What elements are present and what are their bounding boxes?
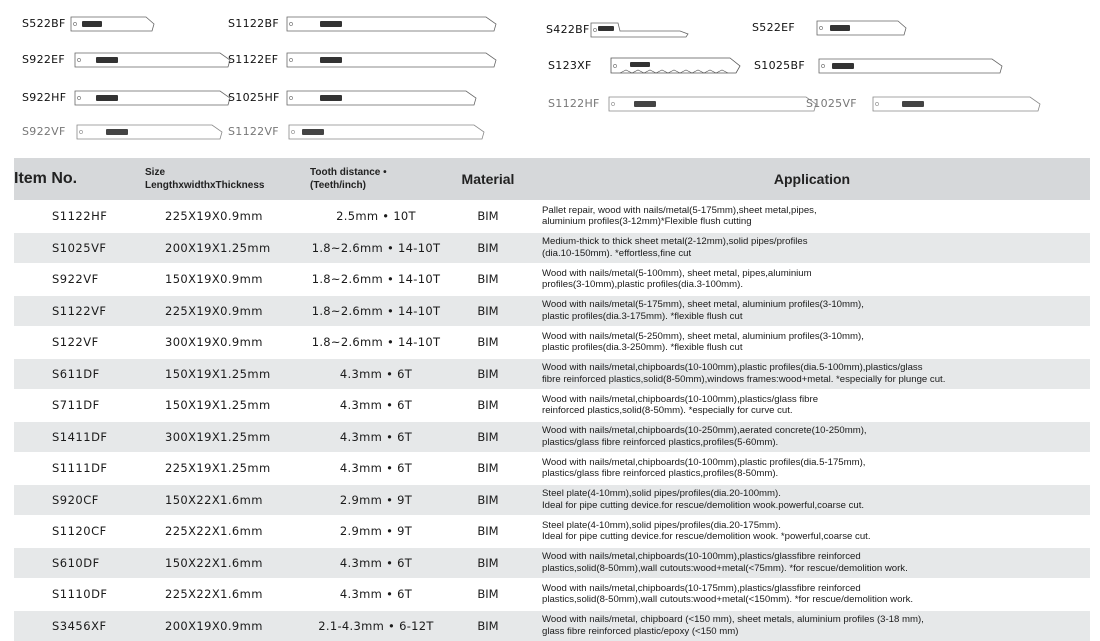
cell-tooth: 2.9mm • 9T [310, 484, 442, 516]
application-line: Ideal for pipe cutting device.for rescue/demolition wook.powerful,coarse cut. [542, 499, 865, 511]
application-line: Medium-thick to thick sheet metal(2-12mm),solid pipes/profiles [542, 236, 808, 248]
cell-application [534, 232, 1090, 264]
blade-icon [872, 94, 1044, 114]
cell-item-no: S1120CF [14, 516, 145, 548]
application-line: Wood with nails/metal(5-175mm), sheet metal, aluminium profiles(3-10mm), [542, 299, 864, 311]
blade-icon [286, 14, 500, 34]
cell-item-no: S1025VF [14, 232, 145, 264]
cell-material: BIM [442, 358, 534, 390]
cell-size: 225X19X0.9mm [145, 295, 310, 327]
application-line: plastic profiles(dia.3-250mm). *flexible flush cut [542, 342, 743, 354]
cell-application [534, 421, 1090, 453]
blade-icon [608, 94, 820, 114]
cell-application [534, 453, 1090, 485]
table-row [14, 295, 1090, 327]
cell-material: BIM [442, 421, 534, 453]
application-line: aluminium profiles(3-12mm)*Flexible flush cutting [542, 216, 752, 228]
table-row [14, 421, 1090, 453]
blade-code: S922VF [22, 125, 66, 138]
table-row [14, 327, 1090, 359]
blade-icon [76, 122, 226, 142]
blade-code: S1025VF [806, 97, 857, 110]
application-line: Wood with nails/metal(5-100mm), sheet metal, pipes,aluminium [542, 267, 812, 279]
cell-item-no: S1411DF [14, 421, 145, 453]
cell-application [534, 201, 1090, 233]
cell-size: 300X19X1.25mm [145, 421, 310, 453]
application-line: Wood with nails/metal,chipboards(10-100mm),plastics/glass fibre [542, 393, 819, 405]
cell-item-no: S3456XF [14, 610, 145, 641]
cell-material: BIM [442, 327, 534, 359]
application-line: plastics/glass fibre reinforced plastics,profiles(5-60mm). [542, 436, 779, 448]
blade-icon [286, 88, 480, 108]
cell-material: BIM [442, 610, 534, 641]
application-line: Steel plate(4-10mm),solid pipes/profiles(dia.20-100mm). [542, 488, 781, 500]
table-row [14, 232, 1090, 264]
cell-application [534, 547, 1090, 579]
application-line: plastics,solid(8-50mm),wall cutouts:wood+metal(<150mm). *for rescue/demolition work. [542, 594, 914, 606]
cell-item-no: S122VF [14, 327, 145, 359]
cell-material: BIM [442, 264, 534, 296]
cell-size: 150X19X0.9mm [145, 264, 310, 296]
blade-code: S1025BF [754, 59, 805, 72]
cell-size: 225X22X1.6mm [145, 579, 310, 611]
cell-tooth: 4.3mm • 6T [310, 453, 442, 485]
cell-size: 150X22X1.6mm [145, 484, 310, 516]
cell-tooth: 4.3mm • 6T [310, 390, 442, 422]
cell-item-no: S1110DF [14, 579, 145, 611]
blade-icon [610, 56, 744, 76]
application-line: reinforced plastics,solid(8-50mm). *especially for curve cut. [542, 405, 793, 417]
cell-item-no: S1122HF [14, 201, 145, 233]
cell-item-no: S922VF [14, 264, 145, 296]
header-tooth [310, 158, 442, 201]
application-line: fibre reinforced plastics,solid(8-50mm),windows frames:wood+metal. *especially for plunge cut. [542, 373, 946, 385]
cell-application [534, 610, 1090, 641]
cell-tooth: 2.1-4.3mm • 6-12T [310, 610, 442, 641]
blade-code: S1122EF [228, 53, 279, 66]
cell-material: BIM [442, 484, 534, 516]
cell-tooth: 1.8~2.6mm • 14-10T [310, 232, 442, 264]
table-row [14, 516, 1090, 548]
cell-size: 225X19X0.9mm [145, 201, 310, 233]
table-row [14, 610, 1090, 641]
cell-application [534, 484, 1090, 516]
table-row [14, 358, 1090, 390]
application-line: Wood with nails/metal,chipboards(10-100mm),plastic profiles(dia.5-100mm),plastics/glass [542, 362, 923, 374]
blade-icon [70, 14, 170, 34]
application-line: Wood with nails/metal(5-250mm), sheet metal, aluminium profiles(3-10mm), [542, 330, 864, 342]
application-line: plastics/glass fibre reinforced plastics,profiles(8-50mm). [542, 468, 779, 480]
cell-material: BIM [442, 547, 534, 579]
cell-size: 300X19X0.9mm [145, 327, 310, 359]
header-size [145, 158, 310, 201]
cell-size: 150X19X1.25mm [145, 358, 310, 390]
cell-size: 225X19X1.25mm [145, 453, 310, 485]
blade-code: S522EF [752, 21, 796, 34]
cell-tooth: 4.3mm • 6T [310, 579, 442, 611]
cell-material: BIM [442, 516, 534, 548]
application-line: Wood with nails/metal,chipboards(10-100mm),plastics/glassfibre reinforced [542, 551, 861, 563]
cell-item-no: S611DF [14, 358, 145, 390]
header-size-line2: LengthxwidthxThickness [145, 180, 265, 191]
application-line: Ideal for pipe cutting device.for rescue/demolition wook. *powerful,coarse cut. [542, 531, 871, 543]
header-material: Material [442, 158, 534, 201]
blade-icon [818, 56, 1006, 76]
application-line: Wood with nails/metal,chipboards(10-100mm),plastic profiles(dia.5-175mm), [542, 456, 866, 468]
cell-tooth: 2.9mm • 9T [310, 516, 442, 548]
cell-material: BIM [442, 390, 534, 422]
blade-icon [816, 18, 912, 38]
cell-application [534, 579, 1090, 611]
cell-material: BIM [442, 232, 534, 264]
cell-size: 150X22X1.6mm [145, 547, 310, 579]
application-line: plastic profiles(dia.3-175mm). *flexible flush cut [542, 310, 743, 322]
cell-application [534, 264, 1090, 296]
blade-code: S123XF [548, 59, 592, 72]
cell-size: 200X19X1.25mm [145, 232, 310, 264]
table-row [14, 579, 1090, 611]
cell-application [534, 295, 1090, 327]
table-row [14, 201, 1090, 233]
blade-code: S1122HF [548, 97, 600, 110]
application-line: Wood with nails/metal,chipboards(10-175mm),plastics/glassfibre reinforced [542, 582, 861, 594]
cell-material: BIM [442, 453, 534, 485]
cell-application [534, 390, 1090, 422]
blade-code: S1122VF [228, 125, 279, 138]
cell-tooth: 1.8~2.6mm • 14-10T [310, 264, 442, 296]
header-size-line1: Size [145, 167, 166, 178]
header-tooth-line2: (Teeth/inch) [310, 180, 366, 191]
cell-material: BIM [442, 579, 534, 611]
blade-code: S422BF [546, 23, 590, 36]
table-header-row [14, 158, 1090, 201]
blade-code: S1025HF [228, 91, 280, 104]
blade-code: S522BF [22, 17, 66, 30]
application-line: Wood with nails/metal, chipboard (<150 mm), sheet metals, aluminium profiles (3-18 mm), [542, 614, 924, 626]
cell-application [534, 358, 1090, 390]
cell-item-no: S920CF [14, 484, 145, 516]
blade-icon [288, 122, 488, 142]
cell-tooth: 2.5mm • 10T [310, 201, 442, 233]
cell-material: BIM [442, 295, 534, 327]
cell-material: BIM [442, 201, 534, 233]
table-row [14, 264, 1090, 296]
table-row [14, 453, 1090, 485]
blade-icon [286, 50, 500, 70]
blade-code: S922EF [22, 53, 66, 66]
table-row [14, 390, 1090, 422]
application-line: glass fibre reinforced plastic/epoxy (<150 mm) [542, 625, 739, 637]
cell-size: 150X19X1.25mm [145, 390, 310, 422]
application-line: profiles(3-10mm),plastic profiles(dia.3-100mm). [542, 279, 743, 291]
cell-tooth: 1.8~2.6mm • 14-10T [310, 295, 442, 327]
cell-tooth: 4.3mm • 6T [310, 421, 442, 453]
cell-size: 225X22X1.6mm [145, 516, 310, 548]
application-line: Wood with nails/metal,chipboards(10-250mm),aerated concrete(10-250mm), [542, 425, 867, 437]
header-item-no: Item No. [14, 158, 145, 201]
cell-tooth: 4.3mm • 6T [310, 358, 442, 390]
cell-item-no: S1111DF [14, 453, 145, 485]
blade-icon [74, 50, 234, 70]
table-row [14, 484, 1090, 516]
table-row [14, 547, 1090, 579]
blade-icon [74, 88, 234, 108]
blade-code: S922HF [22, 91, 67, 104]
header-application: Application [534, 158, 1090, 201]
cell-item-no: S610DF [14, 547, 145, 579]
cell-application [534, 516, 1090, 548]
cell-item-no: S1122VF [14, 295, 145, 327]
blade-code: S1122BF [228, 17, 279, 30]
cell-tooth: 4.3mm • 6T [310, 547, 442, 579]
application-line: (dia.10-150mm). *effortless,fine cut [542, 247, 692, 259]
cell-application [534, 327, 1090, 359]
header-tooth-line1: Tooth distance • [310, 167, 387, 178]
application-line: plastics,solid(8-50mm),wall cutouts:wood+metal(<75mm). *for rescue/demolition work. [542, 562, 908, 574]
cell-size: 200X19X0.9mm [145, 610, 310, 641]
spec-table [14, 158, 1090, 641]
blade-icon [590, 20, 694, 40]
application-line: Pallet repair, wood with nails/metal(5-175mm),sheet metal,pipes, [542, 204, 817, 216]
cell-item-no: S711DF [14, 390, 145, 422]
cell-tooth: 1.8~2.6mm • 14-10T [310, 327, 442, 359]
application-line: Steel plate(4-10mm),solid pipes/profiles(dia.20-175mm). [542, 519, 781, 531]
